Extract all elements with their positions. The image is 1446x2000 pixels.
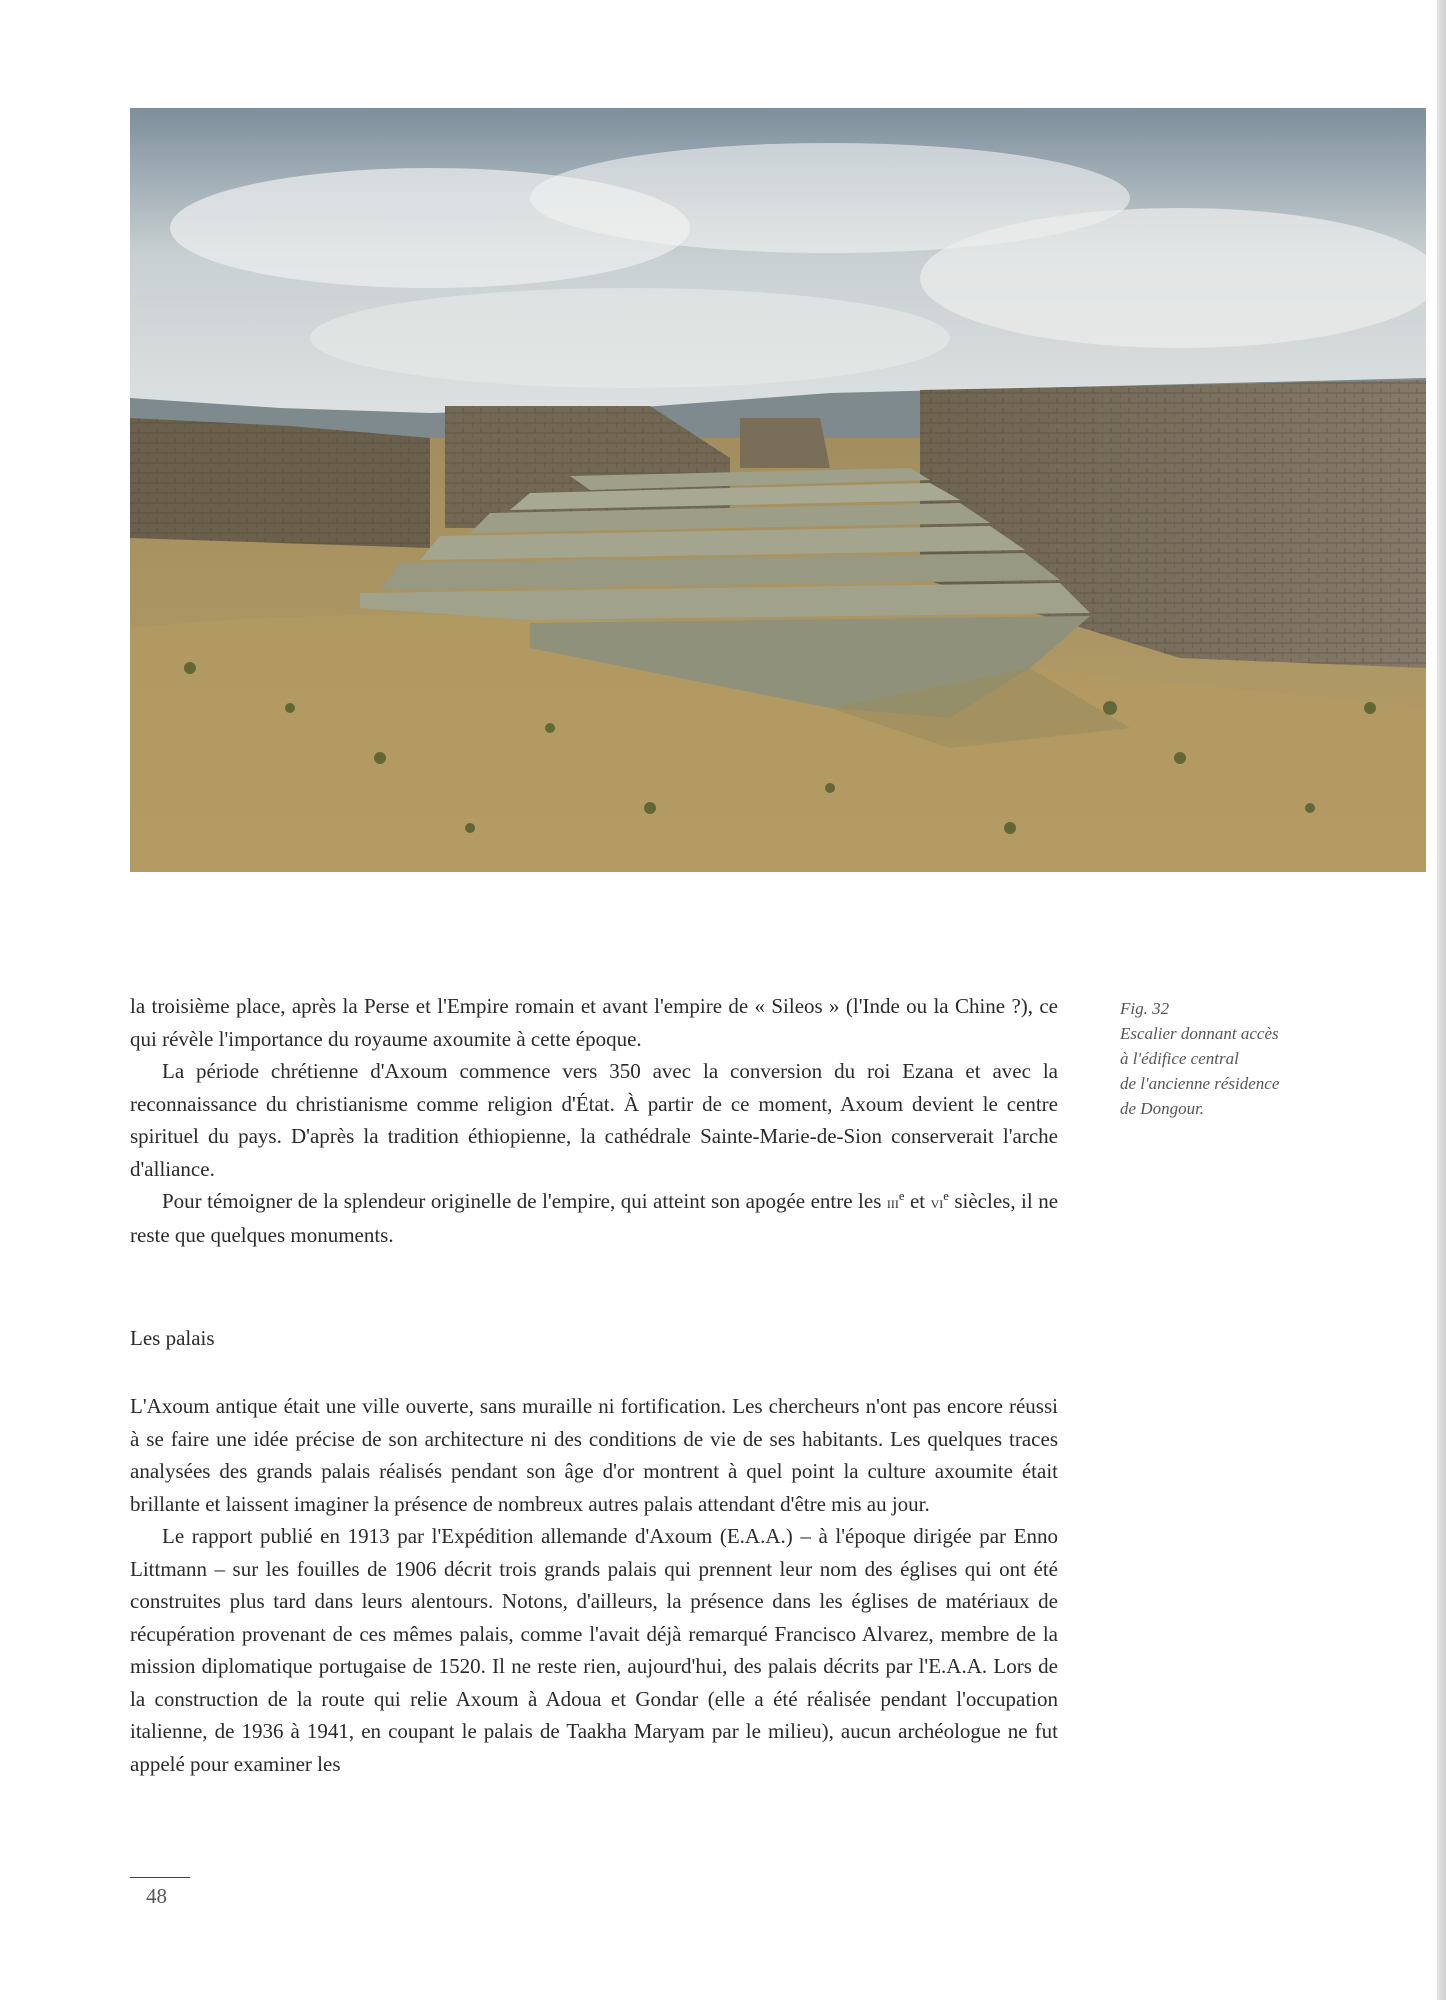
page-number: 48: [146, 1884, 167, 1908]
caption-line-2: à l'édifice central: [1120, 1049, 1239, 1068]
caption-line-3: de l'ancienne résidence: [1120, 1074, 1280, 1093]
figure-number: Fig. 32: [1120, 999, 1170, 1018]
paragraph-3-mid: et: [904, 1189, 931, 1213]
century-vi-sup: e: [943, 1189, 949, 1203]
section-text-block: [130, 1390, 1058, 1780]
intro-paragraph-1: la troisième place, après la Perse et l'Empire romain et avant l'empire de « Sileos » (l'Inde ou la Chine ?), ce qui révèle l'importance du royaume axoumite à cette époque.: [130, 994, 1058, 1051]
section-paragraph-1: L'Axoum antique était une ville ouverte, sans muraille ni fortification. Les chercheurs n'ont pas encore réussi à se faire une idée précise de son architecture ni des conditions de vie de ses habitants. Les quelques traces analysées des grands palais réalisés pendant son âge d'or montrent à quel point la culture axoumite était brillante et laissent imaginer la présence de nombreux autres palais attendant d'être mis au jour.: [130, 1394, 1058, 1516]
paragraph-3-start: Pour témoigner de la splendeur originelle de l'empire, qui atteint son apogée entre les: [162, 1189, 887, 1213]
caption-line-4: de Dongour.: [1120, 1099, 1205, 1118]
century-iii: iii: [886, 1192, 899, 1212]
paragraph-3-end: siècles, il ne reste que quelques monuments.: [130, 1189, 1059, 1247]
caption-line-1: Escalier donnant accès: [1120, 1024, 1279, 1043]
page-edge-shadow: [1437, 0, 1446, 2000]
figure-caption: [1120, 996, 1320, 1121]
ruins-staircase-photo: [130, 108, 1426, 872]
century-vi: vi: [930, 1192, 944, 1212]
section-heading: Les palais: [130, 1326, 215, 1350]
intro-text-block: [130, 990, 1058, 1251]
intro-paragraph-2: La période chrétienne d'Axoum commence vers 350 avec la conversion du roi Ezana et avec la reconnaissance du christianisme comme religion d'État. À partir de ce moment, Axoum devient le centre spirituel du pays. D'après la tradition éthiopienne, la cathédrale Sainte-Marie-de-Sion conserverait l'arche d'alliance.: [130, 1059, 1058, 1181]
section-paragraph-2: Le rapport publié en 1913 par l'Expédition allemande d'Axoum (E.A.A.) – à l'époque dirigée par Enno Littmann – sur les fouilles de 1906 décrit trois grands palais qui prennent leur nom des églises qui ont été construites plus tard dans leurs alentours. Notons, d'ailleurs, la présence dans les églises de matériaux de récupération provenant de ces mêmes palais, comme l'avait déjà remarqué Francisco Alvarez, membre de la mission diplomatique portugaise de 1520. Il ne reste rien, aujourd'hui, des palais décrits par l'E.A.A. Lors de la construction de la route qui relie Axoum à Adoua et Gondar (elle a été réalisée pendant l'occupation italienne, de 1936 à 1941, en coupant le palais de Taakha Maryam par le milieu), aucun archéologue ne fut appelé pour examiner les: [130, 1524, 1058, 1776]
century-iii-sup: e: [898, 1189, 905, 1203]
page-number-rule: [130, 1877, 190, 1878]
intro-paragraph-3: [130, 1185, 1058, 1251]
